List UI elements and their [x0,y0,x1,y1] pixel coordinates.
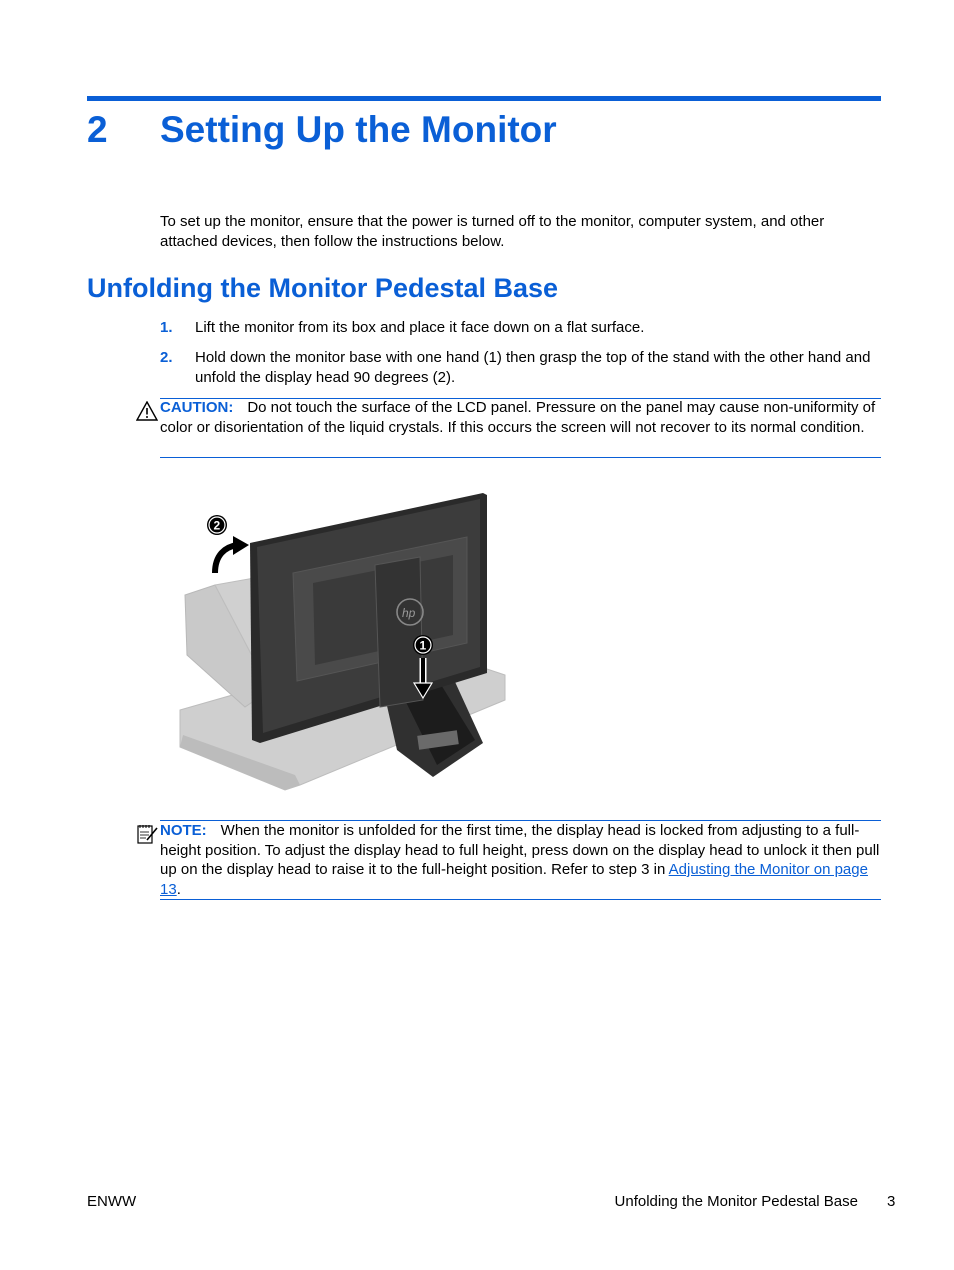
note-suffix: . [176,880,181,898]
monitor-unfold-figure [175,485,515,800]
chapter-number: 2 [87,109,108,150]
note-paragraph [160,821,882,899]
caution-text: Do not touch the surface of the LCD panel. Pressure on the panel may cause non-uniformity of color or disorientation of the liquid crystals. If this occurs the screen will not recover to its normal condition. [160,399,876,436]
note-pad-icon [136,823,158,850]
step-number-2: 2. [160,349,173,366]
chapter-rule [87,96,881,101]
note-label: NOTE: [160,822,207,839]
caution-label: CAUTION: [160,399,234,416]
intro-paragraph: To set up the monitor, ensure that the power is turned off to the monitor, computer system, and other attached devices, then follow the instructions below. [160,213,825,250]
footer-page-number: 3 [887,1193,896,1210]
caution-triangle-icon [136,401,158,426]
section-heading: Unfolding the Monitor Pedestal Base [87,273,559,303]
step-text-1: Lift the monitor from its box and place it face down on a flat surface. [195,319,645,336]
caution-paragraph [160,398,882,437]
caution-bottom-rule [160,457,881,458]
step-text-2: Hold down the monitor base with one hand (1) then grasp the top of the stand with the other hand and unfold the display head 90 degrees (2). [195,349,871,386]
footer-left: ENWW [87,1193,137,1210]
step-number-1: 1. [160,319,173,336]
figure-callout-1: 1 [419,638,427,653]
chapter-title: Setting Up the Monitor [160,109,557,150]
adjusting-monitor-link[interactable]: Adjusting the Monitor on page 13 [160,861,868,898]
figure-callout-2: 2 [213,518,221,533]
svg-text:hp: hp [402,606,416,620]
note-bottom-rule [160,899,881,900]
note-text: When the monitor is unfolded for the first time, the display head is locked from adjusting to a full-height position. To adjust the display head to full height, press down on the display head to unlock it then pull up on the display head to raise it to the full-height position. Refer to step 3 in [160,822,880,878]
footer-section-title: Unfolding the Monitor Pedestal Base [614,1193,858,1210]
